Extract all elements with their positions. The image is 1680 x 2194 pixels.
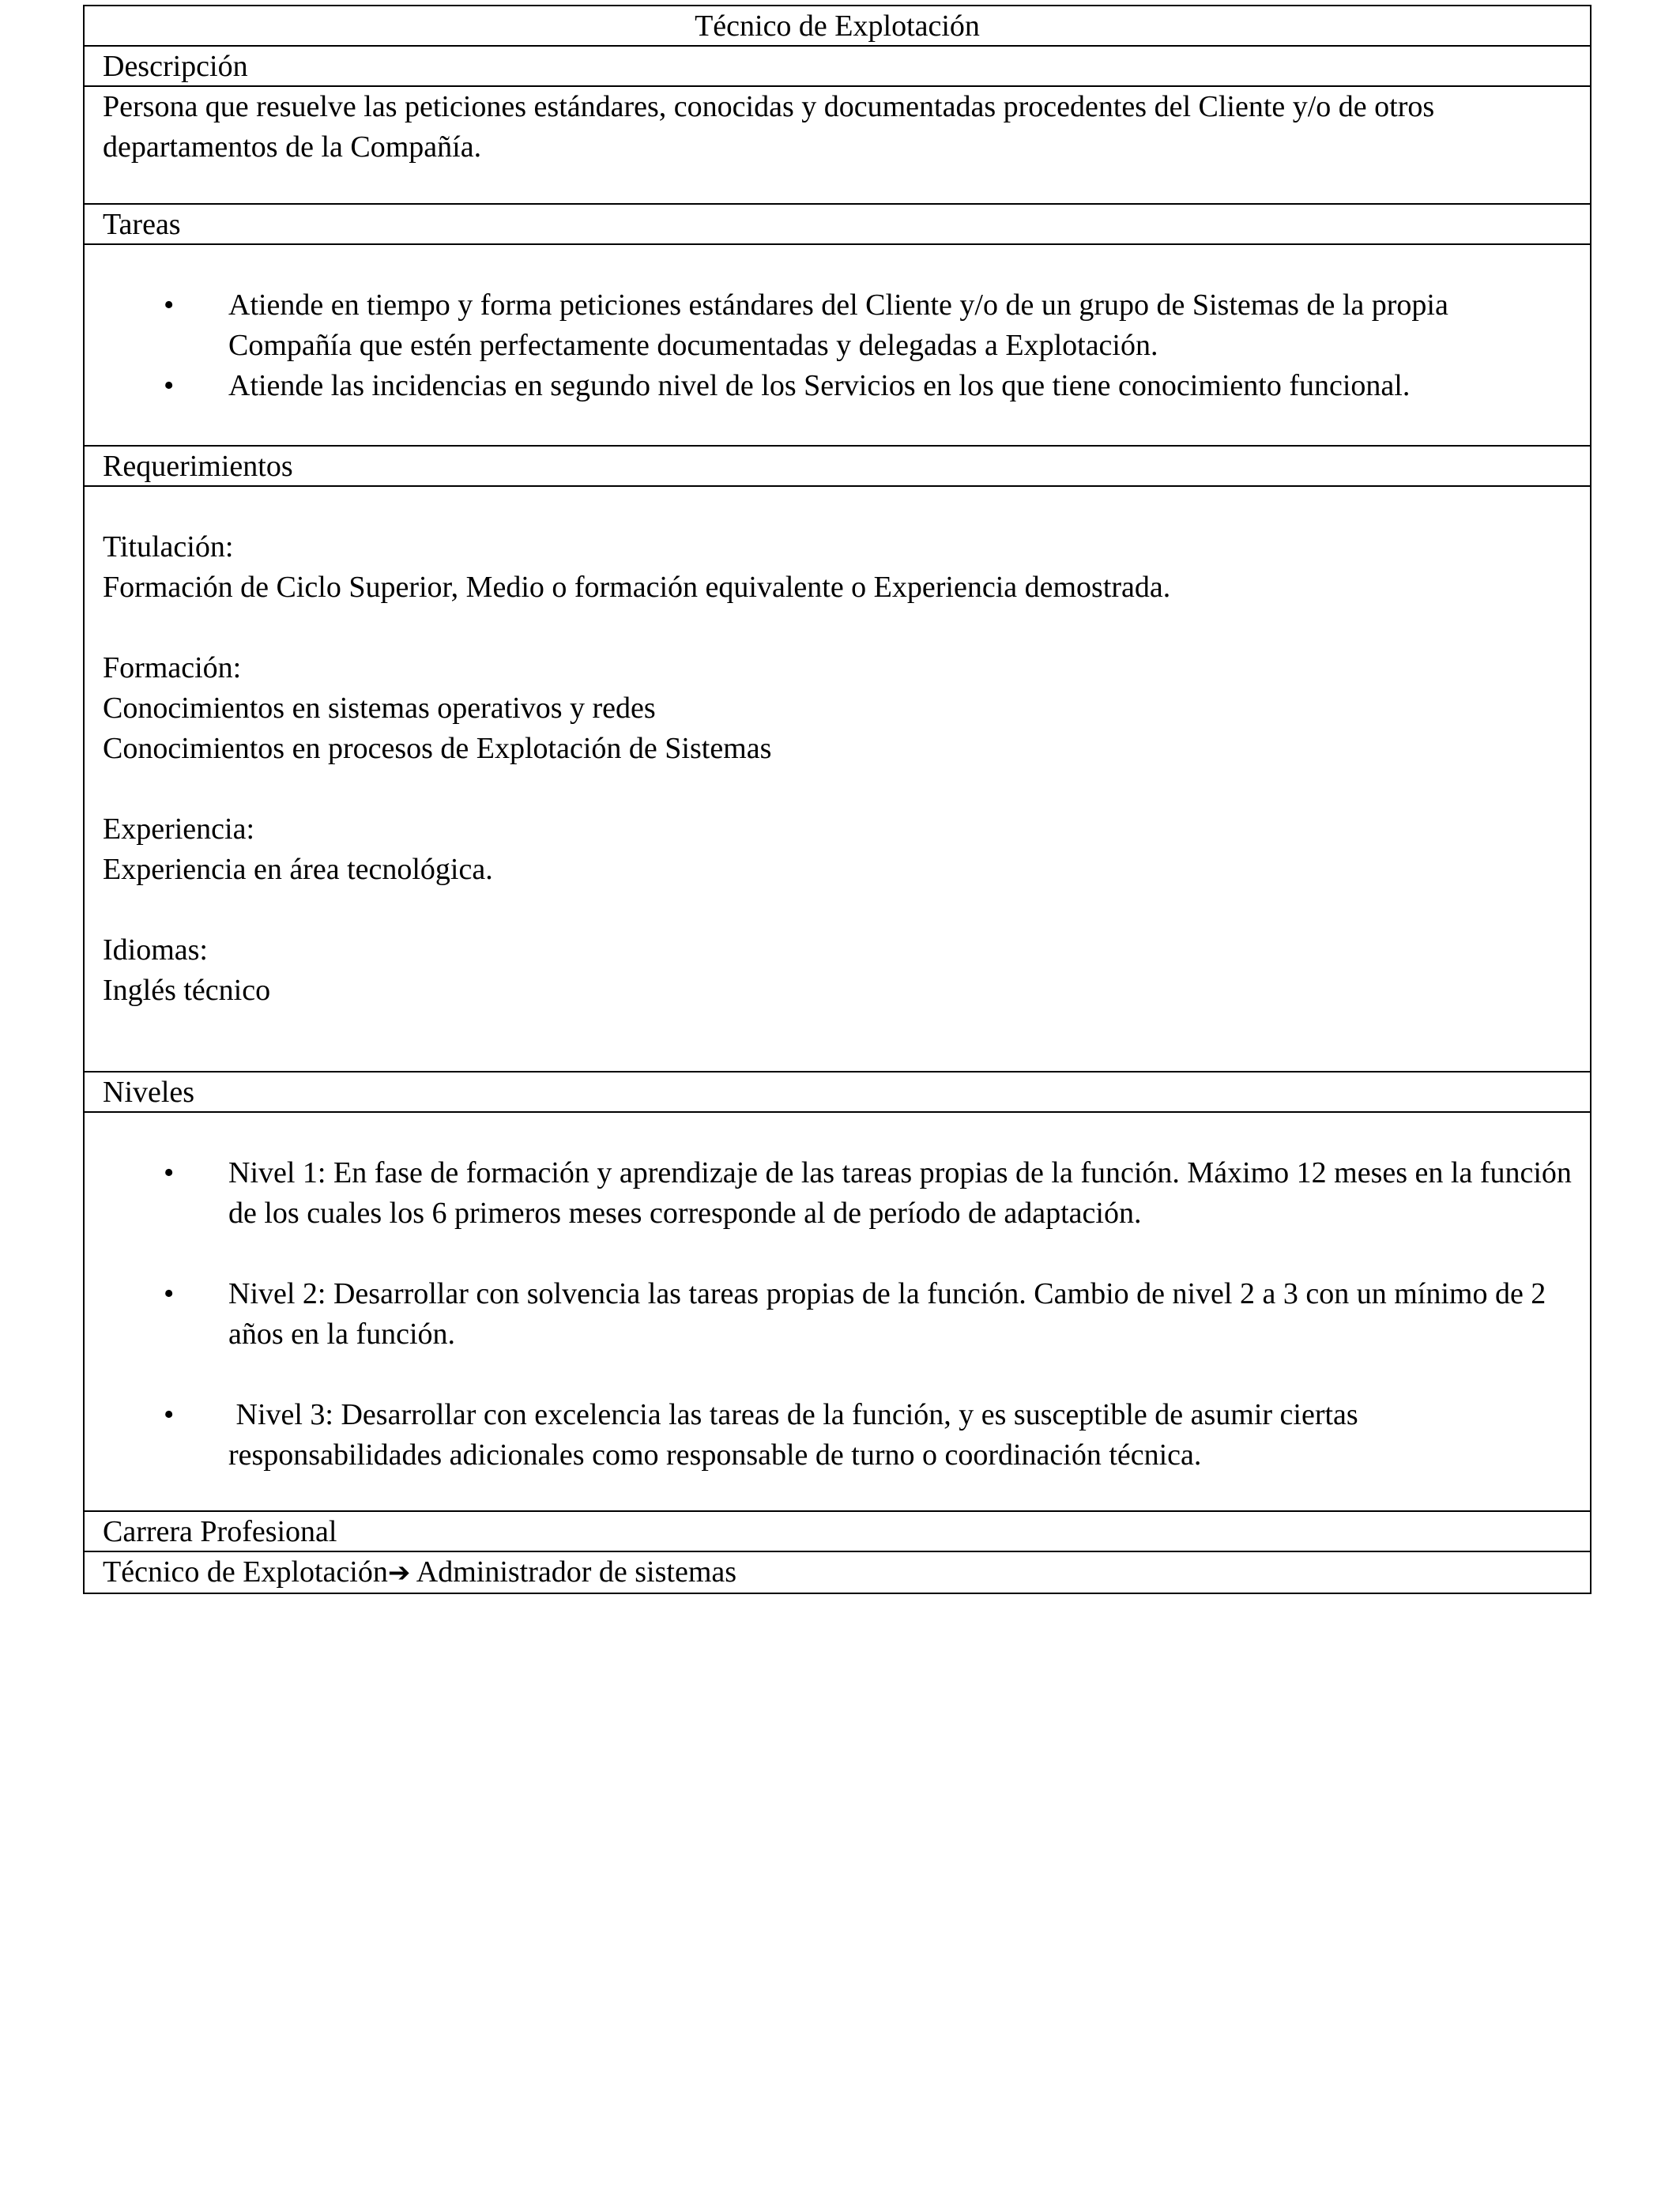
arrow-right-icon: ➔ <box>387 1557 411 1589</box>
bullet-icon: • <box>164 369 175 402</box>
career-from: Técnico de Explotación <box>103 1555 388 1589</box>
bullet-icon: • <box>164 1156 175 1189</box>
requirements-label: Requerimientos <box>85 447 1590 487</box>
task-item <box>103 285 1590 366</box>
titulacion-block <box>103 527 1590 608</box>
level-text: Nivel 2: Desarrollar con solvencia las tareas propias de la función. Cambio de nivel 2 a 3 con un mínimo de 2 años en la función. <box>228 1277 1546 1351</box>
career-label: Carrera Profesional <box>85 1512 1590 1552</box>
task-text: Atiende en tiempo y forma peticiones estándares del Cliente y/o de un grupo de Sistemas de la propia Compañía que estén perfectamente documentadas y delegadas a Explotación. <box>228 288 1448 362</box>
idiomas-heading: Idiomas: <box>103 933 208 967</box>
experiencia-line: Experiencia en área tecnológica. <box>103 853 493 886</box>
levels-list <box>103 1153 1590 1476</box>
document-title: Técnico de Explotación <box>85 6 1590 47</box>
levels-label: Niveles <box>85 1072 1590 1113</box>
bullet-icon: • <box>164 1398 175 1431</box>
formacion-heading: Formación: <box>103 651 242 684</box>
tasks-list <box>103 285 1590 406</box>
experiencia-block <box>103 809 1590 890</box>
task-text: Atiende las incidencias en segundo nivel de los Servicios en los que tiene conocimiento funcional. <box>228 369 1411 402</box>
career-path <box>85 1552 1590 1593</box>
level-item <box>103 1153 1590 1234</box>
idiomas-block <box>103 930 1590 1011</box>
requirements-content <box>85 487 1590 1072</box>
titulacion-line: Formación de Ciclo Superior, Medio o formación equivalente o Experiencia demostrada. <box>103 571 1171 604</box>
description-text: Persona que resuelve las peticiones estándares, conocidas y documentadas procedentes del Cliente y/o de otros departamentos de la Compañía. <box>85 87 1590 205</box>
description-label: Descripción <box>85 47 1590 87</box>
task-item <box>103 366 1590 406</box>
formacion-block <box>103 648 1590 769</box>
job-profile-table <box>83 5 1591 1594</box>
tasks-content <box>85 245 1590 447</box>
bullet-icon: • <box>164 288 175 322</box>
experiencia-heading: Experiencia: <box>103 812 255 846</box>
level-text: Nivel 3: Desarrollar con excelencia las tareas de la función, y es susceptible de asumir ciertas responsabilidades adicionales como responsable de turno o coordinación técnica. <box>228 1398 1366 1472</box>
bullet-icon: • <box>164 1277 175 1310</box>
level-text: Nivel 1: En fase de formación y aprendizaje de las tareas propias de la función. Máximo 12 meses en la función de los cuales los 6 primeros meses corresponde al de período de adaptación. <box>228 1156 1572 1230</box>
levels-content <box>85 1113 1590 1512</box>
idiomas-line: Inglés técnico <box>103 974 271 1007</box>
formacion-line: Conocimientos en sistemas operativos y redes <box>103 692 656 725</box>
career-to: Administrador de sistemas <box>410 1555 737 1589</box>
level-item <box>103 1395 1590 1476</box>
titulacion-heading: Titulación: <box>103 530 234 564</box>
tasks-label: Tareas <box>85 205 1590 245</box>
level-item <box>103 1274 1590 1355</box>
formacion-line: Conocimientos en procesos de Explotación de Sistemas <box>103 732 772 765</box>
